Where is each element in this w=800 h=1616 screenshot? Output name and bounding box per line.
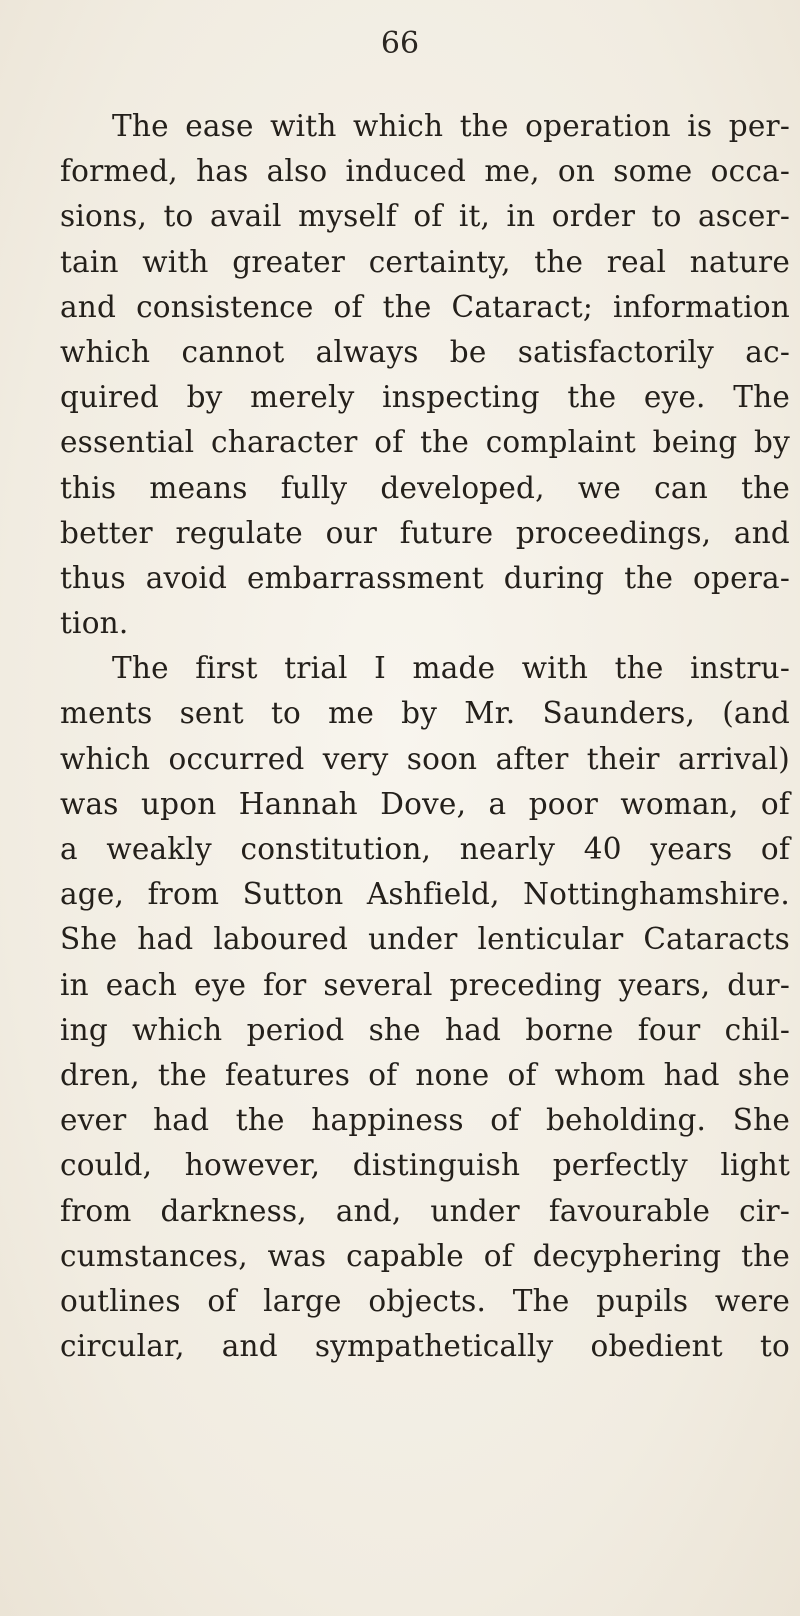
text-line: could, however, distinguish perfectly light [60,1148,790,1183]
text-line: was upon Hannah Dove, a poor woman, of [60,786,790,821]
text-line: She had laboured under lenticular Cataracts [60,922,790,957]
text-line: this means fully developed, we can the [60,470,790,505]
page-number: 66 [380,26,420,61]
body-text [60,104,790,1369]
text-line: a weakly constitution, nearly 40 years of [60,832,790,866]
text-line: which cannot always be satisfactorily ac- [60,334,790,369]
text-line: which occurred very soon after their arrival) [60,741,790,776]
text-line: tain with greater certainty, the real nature [60,244,790,279]
text-line: and consistence of the Cataract; information [60,289,790,324]
text-line: thus avoid embarrassment during the opera- [60,560,790,595]
text-line: tion. [60,606,129,641]
text-line: better regulate our future proceedings, and [60,515,790,550]
text-line: outlines of large objects. The pupils were [60,1283,790,1318]
text-line: ing which period she had borne four chil- [60,1012,790,1047]
text-line: age, from Sutton Ashfield, Nottinghamshire. [60,877,790,912]
text-line: The first trial I made with the instru- [112,651,790,686]
text-line: quired by merely inspecting the eye. The [60,380,790,415]
text-line: ever had the happiness of beholding. She [60,1103,790,1138]
text-line: circular, and sympathetically obedient to [60,1329,790,1364]
text-line: formed, has also induced me, on some occa- [60,154,790,189]
text-line: essential character of the complaint being by [60,425,790,460]
text-line: sions, to avail myself of it, in order to ascer- [60,199,790,234]
text-line: in each eye for several preceding years, dur- [60,967,790,1002]
text-line: cumstances, was capable of decyphering the [60,1238,790,1273]
text-line: dren, the features of none of whom had she [60,1057,790,1092]
text-line: ments sent to me by Mr. Saunders, (and [60,696,790,731]
text-line: from darkness, and, under favourable cir- [60,1193,790,1228]
text-line: The ease with which the operation is per- [112,109,790,143]
